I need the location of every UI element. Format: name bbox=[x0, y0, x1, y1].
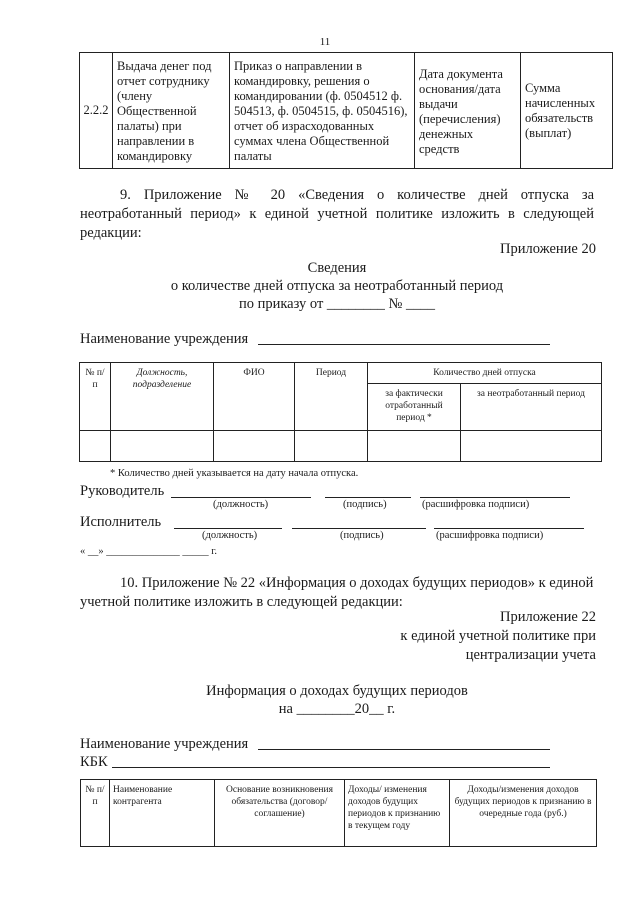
col-leave-days: Количество дней отпуска bbox=[368, 363, 602, 384]
col-fio: ФИО bbox=[214, 363, 295, 431]
appendix-22-title: Информация о доходах будущих периодов bbox=[206, 683, 468, 699]
row-document: Дата документа основания/дата выдачи (перечисления) денежных средств bbox=[415, 53, 521, 169]
caption-sign: (подпись) bbox=[343, 499, 387, 510]
caption-decode: (расшифровка подписи) bbox=[436, 530, 544, 541]
table-row bbox=[80, 431, 602, 462]
col-position: Должность, подразделение bbox=[111, 363, 214, 431]
caption-position: (должность) bbox=[202, 530, 258, 541]
col-next-years: Доходы/изменения доходов будущих периодов к признанию в очередные года (руб.) bbox=[450, 780, 597, 847]
appendix-22-centralization: централизации учета bbox=[465, 647, 596, 663]
head-decode-field[interactable] bbox=[420, 497, 570, 498]
caption-decode: (расшифровка подписи) bbox=[422, 499, 530, 510]
appendix-22-label: Приложение 22 bbox=[500, 609, 596, 625]
caption-position: (должность) bbox=[213, 499, 269, 510]
kbk-label: КБК bbox=[80, 754, 108, 770]
head-sign-field[interactable] bbox=[325, 497, 411, 498]
exec-sign-field[interactable] bbox=[292, 528, 426, 529]
col-num: № п/п bbox=[80, 363, 111, 431]
col-basis: Основание возникновения обязательства (договор/соглашение) bbox=[215, 780, 345, 847]
col-num: № п/п bbox=[81, 780, 110, 847]
org-name-label: Наименование учреждения bbox=[80, 331, 249, 347]
appendix-22-policy: к единой учетной политике при bbox=[400, 628, 596, 644]
exec-decode-field[interactable] bbox=[434, 528, 584, 529]
col-current-year: Доходы/ изменения доходов будущих периодов к признанию в текущем году bbox=[345, 780, 450, 847]
paragraph-10: 10. Приложение № 22 «Информация о доходах будущих периодов» к единой учетной политике изложить в следующей редакции: bbox=[80, 575, 594, 610]
row-sum: Сумма начисленных обязательств (выплат) bbox=[521, 53, 613, 169]
appendix-20-subtitle: о количестве дней отпуска за неотработанный период bbox=[170, 278, 504, 294]
org-name-label: Наименование учреждения bbox=[80, 736, 249, 752]
footnote: * Количество дней указывается на дату начала отпуска. bbox=[110, 468, 359, 479]
org-name-field[interactable] bbox=[258, 749, 550, 750]
future-income-table bbox=[80, 779, 597, 847]
col-period: Период bbox=[295, 363, 368, 431]
col-unworked: за неотработанный период bbox=[461, 384, 602, 431]
row-basis: Приказ о направлении в командировку, решения о командировании (ф. 0504512 ф. 504513, ф. 0504515, ф. 0504516), отчет об израсходованных суммах члена Общественной палаты bbox=[230, 53, 415, 169]
col-counterparty: Наименование контрагента bbox=[110, 780, 215, 847]
row-number: 2.2.2 bbox=[80, 53, 113, 169]
kbk-field[interactable] bbox=[112, 767, 550, 768]
head-position-field[interactable] bbox=[171, 497, 311, 498]
col-worked: за фактически отработанный период * bbox=[368, 384, 461, 431]
head-label: Руководитель bbox=[80, 483, 165, 499]
appendix-22-date: на ________20__ г. bbox=[278, 701, 396, 717]
date-line: « __» ______________ _____ г. bbox=[80, 546, 217, 557]
org-name-field[interactable] bbox=[258, 344, 550, 345]
leave-days-table bbox=[79, 362, 602, 462]
exec-position-field[interactable] bbox=[174, 528, 282, 529]
page-number: 11 bbox=[319, 36, 331, 48]
appendix-20-title: Сведения bbox=[307, 260, 367, 276]
accounting-table bbox=[79, 52, 613, 169]
table-row bbox=[80, 53, 613, 169]
appendix-20-order-line: по приказу от ________ № ____ bbox=[238, 296, 436, 312]
row-description: Выдача денег под отчет сотруднику (члену Общественной палаты) при направлении в командировку bbox=[113, 53, 230, 169]
caption-sign: (подпись) bbox=[340, 530, 384, 541]
executor-label: Исполнитель bbox=[80, 514, 162, 530]
appendix-20-label: Приложение 20 bbox=[500, 241, 596, 257]
paragraph-9: 9. Приложение № 20 «Сведения о количестве дней отпуска за неотработанный период» к единой учетной политике изложить в следующей редакции: bbox=[80, 187, 594, 241]
